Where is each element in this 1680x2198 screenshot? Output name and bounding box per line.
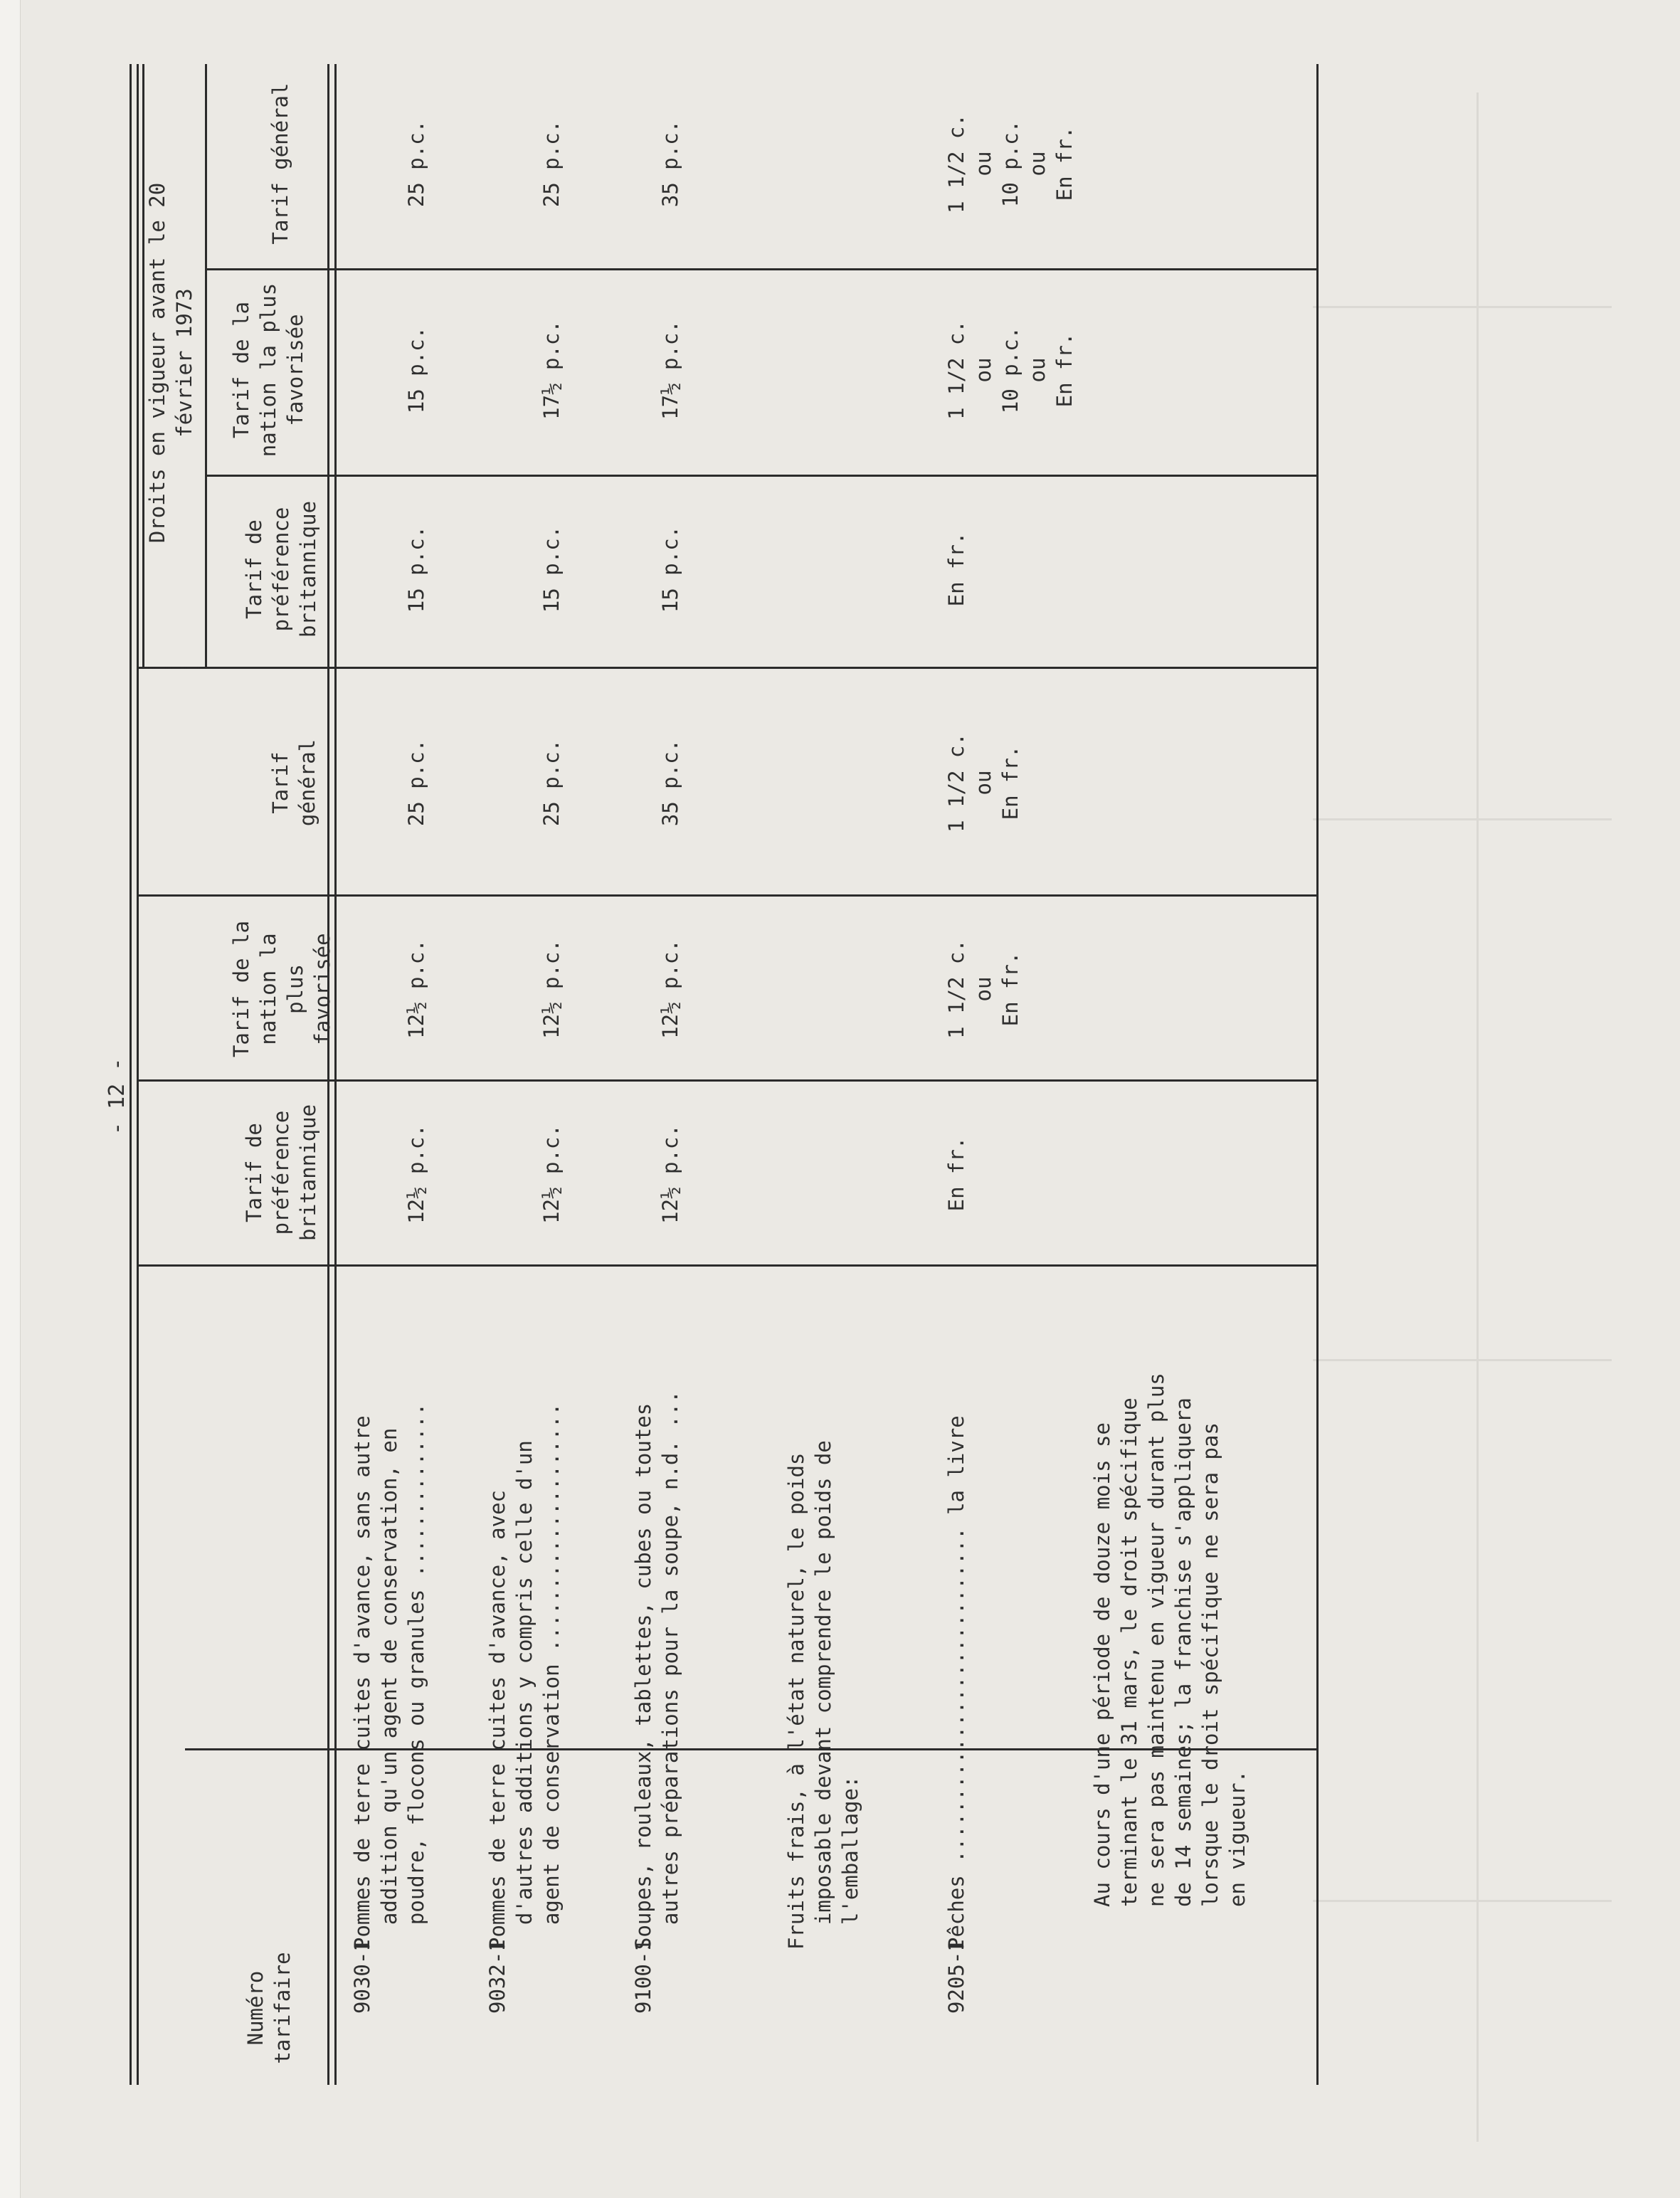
- rule-bottom: [1316, 64, 1319, 2085]
- tariff-number-9032-1: 9032-1: [485, 1939, 509, 2014]
- rule-top-1: [130, 64, 132, 2085]
- gen-current-9030-1: 25 p.c.: [404, 739, 428, 827]
- header-previous-group: Droits en vigueur avant le 20 février 1973: [145, 182, 196, 544]
- mfn-previous-9205-1: 1 1/2 c. ou 10 p.c. ou En fr.: [944, 320, 1077, 420]
- tariff-number-9205-1: 9205-1: [944, 1939, 968, 2014]
- rule-top-2: [137, 64, 139, 2085]
- tariff-number-9100-1: 9100-1: [631, 1939, 655, 2014]
- bp-current-9032-1: 12½ p.c.: [539, 1124, 564, 1224]
- rule-group-bottom: [205, 64, 207, 669]
- page-edge: [0, 0, 21, 2198]
- mfn-current-9030-1: 12½ p.c.: [404, 939, 428, 1039]
- mfn-previous-9030-1: 15 p.c.: [404, 326, 428, 414]
- rotated-table-page: [64, 63, 1587, 2128]
- mfn-current-9100-1: 12½ p.c.: [658, 939, 682, 1039]
- gen-previous-9100-1: 35 p.c.: [658, 120, 682, 208]
- header-mfn-previous: Tarif de la nation la plus favorisée: [229, 282, 307, 458]
- description-9205-1: Pêches ........................... la livre: [944, 1415, 968, 1950]
- mfn-current-9032-1: 12½ p.c.: [539, 939, 564, 1039]
- bp-previous-9205-1: En fr.: [944, 532, 968, 607]
- mfn-current-9205-1: 1 1/2 c. ou En fr.: [944, 939, 1023, 1039]
- bp-current-9205-1: En fr.: [944, 1136, 968, 1212]
- col-divider-4: [137, 894, 1316, 897]
- bp-previous-9032-1: 15 p.c.: [539, 525, 564, 613]
- bp-current-9030-1: 12½ p.c.: [404, 1124, 428, 1224]
- description-9030-1: Pommes de terre cuites d'avance, sans autre addition qu'un agent de conservation, en poudre, flocons ou granules ..............: [350, 1402, 428, 1950]
- col-divider-7: [205, 268, 1316, 270]
- footnote: Au cours d'une période de douze mois se terminant le 31 mars, le droit spécifique ne sera pas maintenu en vigueur durant plus de 14 semaines; la franchise s'appliquera lorsque le droit spécifique ne sera pas en vigueur.: [1090, 1373, 1250, 1907]
- header-bp-current: Tarif de préférence britannique: [242, 1104, 320, 1242]
- header-gen-current: Tarif général: [268, 739, 319, 827]
- group-dash-divider: [142, 667, 210, 669]
- bp-current-9100-1: 12½ p.c.: [658, 1124, 682, 1224]
- gen-current-9205-1: 1 1/2 c. ou En fr.: [944, 733, 1023, 833]
- col-divider-5: [137, 667, 1316, 669]
- gen-previous-9030-1: 25 p.c.: [404, 120, 428, 208]
- rule-header-bottom-2: [334, 64, 337, 2085]
- page-number: - 12 -: [105, 1057, 130, 1135]
- description-fresh-fruits: Fruits frais, à l'état naturel, le poids imposable devant comprendre le poids de l'emballage:: [784, 1440, 862, 1950]
- header-mfn-current: Tarif de la nation la plus favorisée: [229, 920, 334, 1058]
- bp-previous-9100-1: 15 p.c.: [658, 525, 682, 613]
- gen-previous-9032-1: 25 p.c.: [539, 120, 564, 208]
- header-tariff-number: Numéro tarifaire: [243, 1952, 295, 2064]
- rule-header-bottom-1: [327, 64, 329, 2085]
- mfn-previous-9032-1: 17½ p.c.: [539, 320, 564, 420]
- mfn-previous-9100-1: 17½ p.c.: [658, 320, 682, 420]
- gen-current-9100-1: 35 p.c.: [658, 739, 682, 827]
- description-9032-1: Pommes de terre cuites d'avance, avec d'autres additions y compris celle d'un agent de conservation ....................: [485, 1402, 564, 1950]
- header-bp-previous: Tarif de préférence britannique: [242, 500, 320, 638]
- col-divider-2: [137, 1264, 1316, 1267]
- col-divider-3: [137, 1079, 1316, 1082]
- tariff-number-9030-1: 9030-1: [350, 1939, 374, 2014]
- col-divider-6: [205, 475, 1316, 477]
- header-gen-previous: Tarif général: [268, 83, 292, 245]
- gen-previous-9205-1: 1 1/2 c. ou 10 p.c. ou En fr.: [944, 114, 1077, 213]
- description-9100-1: Soupes, rouleaux, tablettes, cubes ou toutes autres préparations pour la soupe, n.d. ...: [631, 1390, 682, 1950]
- bp-previous-9030-1: 15 p.c.: [404, 525, 428, 613]
- gen-current-9032-1: 25 p.c.: [539, 739, 564, 827]
